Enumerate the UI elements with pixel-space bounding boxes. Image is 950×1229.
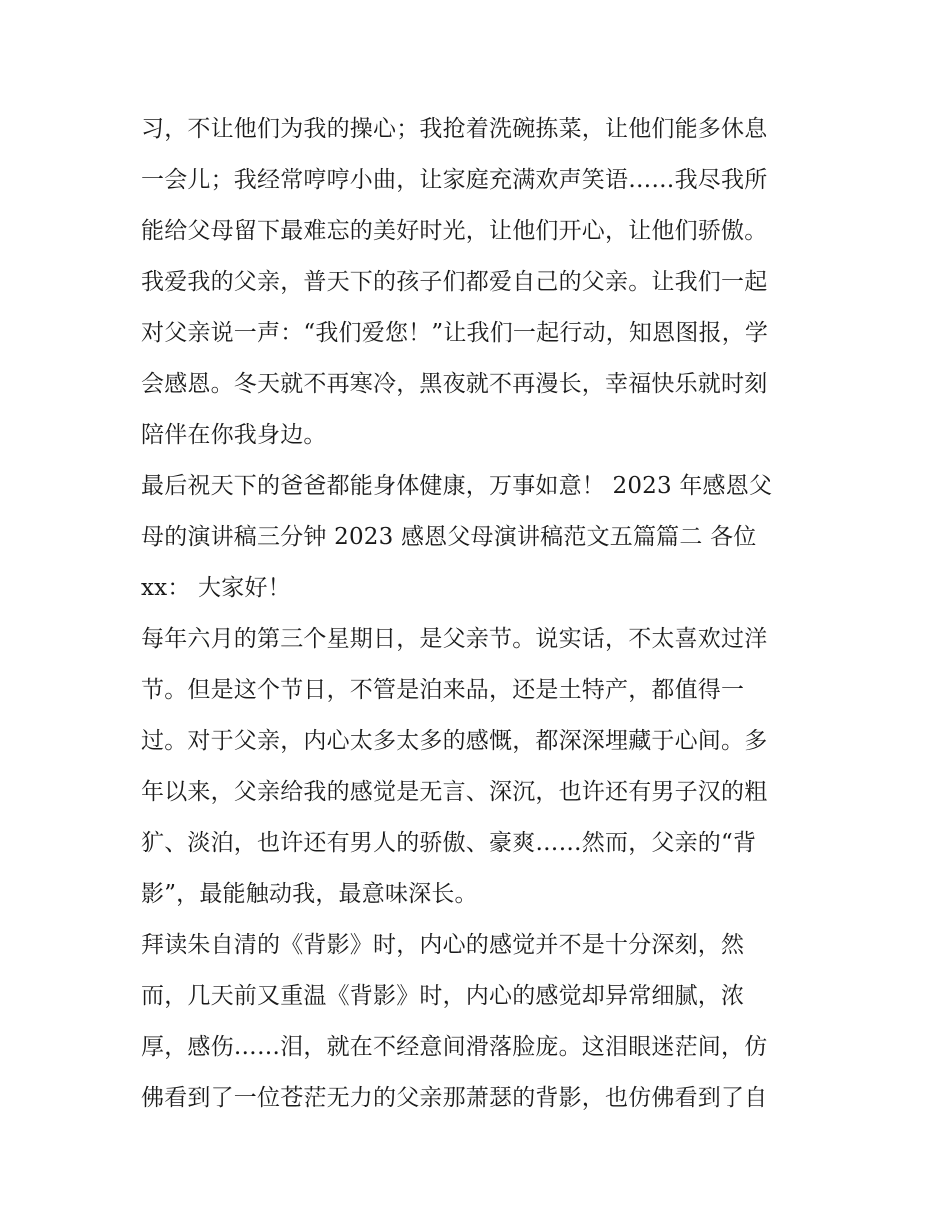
text-line: 佛看到了一位苍茫无力的父亲那萧瑟的背影，也仿佛看到了自	[141, 1085, 768, 1111]
text-line: 过。对于父亲，内心太多太多的感慨，都深深埋藏于心间。多	[141, 728, 768, 754]
text-line: xx： 大家好！	[141, 575, 291, 601]
text-line: 厚，感伤……泪，就在不经意间滑落脸庞。这泪眼迷茫间，仿	[141, 1034, 768, 1060]
text-line: 节。但是这个节日，不管是泊来品，还是土特产，都值得一	[141, 677, 745, 703]
text-line: 每年六月的第三个星期日，是父亲节。说实话，不太喜欢过洋	[141, 626, 768, 652]
document-body	[141, 104, 821, 1124]
text-line: 能给父母留下最难忘的美好时光，让他们开心，让他们骄傲。	[141, 218, 768, 244]
text-line: 年以来，父亲给我的感觉是无言、深沉，也许还有男子汉的粗	[141, 779, 768, 805]
text-line: 拜读朱自清的《背影》时，内心的感觉并不是十分深刻，然	[141, 932, 745, 958]
text-line: 最后祝天下的爸爸都能身体健康，万事如意！ 2023 年感恩父	[141, 473, 773, 499]
text-line: 一会儿；我经常哼哼小曲，让家庭充满欢声笑语……我尽我所	[141, 167, 768, 193]
text-line: 母的演讲稿三分钟 2023 感恩父母演讲稿范文五篇篇二 各位	[141, 524, 757, 550]
text-line: 犷、淡泊，也许还有男人的骄傲、豪爽……然而，父亲的“背	[141, 830, 757, 856]
text-line: 习，不让他们为我的操心；我抢着洗碗拣菜，让他们能多休息	[141, 116, 768, 142]
text-line: 我爱我的父亲，普天下的孩子们都爱自己的父亲。让我们一起	[141, 269, 768, 295]
text-line: 而，几天前又重温《背影》时，内心的感觉却异常细腻，浓	[141, 983, 745, 1009]
text-line: 陪伴在你我身边。	[141, 422, 327, 448]
text-line: 影”，最能触动我，最意味深长。	[141, 881, 478, 907]
text-line: 会感恩。冬天就不再寒冷，黑夜就不再漫长，幸福快乐就时刻	[141, 371, 768, 397]
text-line: 对父亲说一声：“我们爱您！”让我们一起行动，知恩图报，学	[141, 320, 769, 346]
